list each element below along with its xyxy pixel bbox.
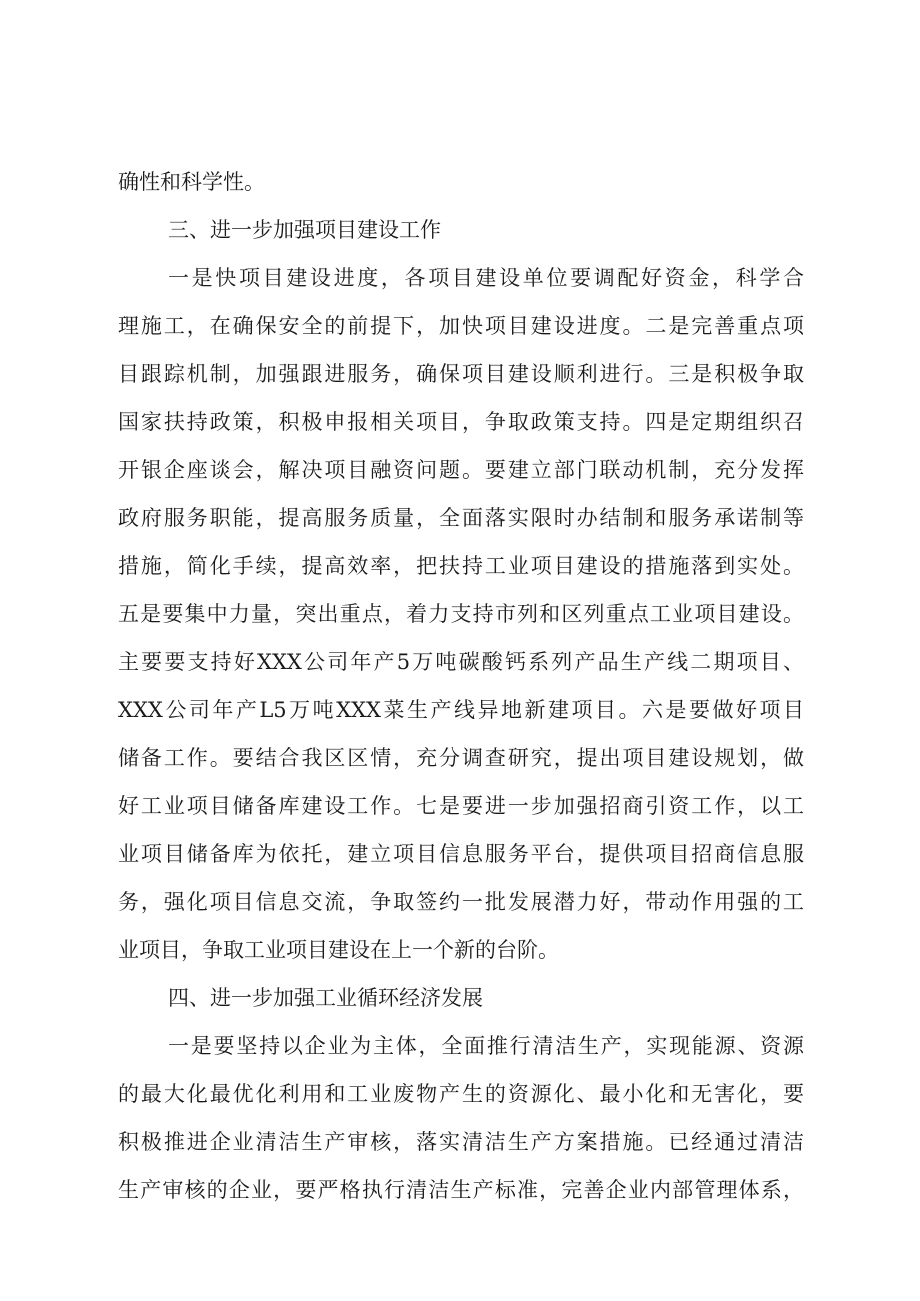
text-line: 的最大化最优化利用和工业废物产生的资源化、最小化和无害化，要 (118, 1082, 804, 1106)
text-line: XXX公司年产L5万吨XXX菜生产线异地新建项目。六是要做好项目 (118, 698, 804, 722)
text-line: 开银企座谈会，解决项目融资问题。要建立部门联动机制，充分发挥 (118, 458, 804, 482)
text-line: 五是要集中力量，突出重点，着力支持市列和区列重点工业项目建设。 (118, 602, 804, 626)
text-line: 目跟踪机制，加强跟进服务，确保项目建设顺利进行。三是积极争取 (118, 362, 804, 386)
section-heading: 三、进一步加强项目建设工作 (168, 218, 441, 242)
text-line: 积极推进企业清洁生产审核，落实清洁生产方案措施。已经通过清洁 (118, 1130, 804, 1154)
text-line: 国家扶持政策，积极申报相关项目，争取政策支持。四是定期组织召 (118, 410, 804, 434)
text-line: 生产审核的企业，要严格执行清洁生产标准，完善企业内部管理体系， (118, 1178, 804, 1202)
text-line: 一是要坚持以企业为主体，全面推行清洁生产，实现能源、资源 (168, 1034, 804, 1058)
text-line: 业项目储备库为依托，建立项目信息服务平台，提供项目招商信息服 (118, 842, 804, 866)
document-body (118, 158, 804, 1214)
text-line: 储备工作。要结合我区区情，充分调查研究，提出项目建设规划，做 (118, 746, 804, 770)
text-line: 措施，简化手续，提高效率，把扶持工业项目建设的措施落到实处。 (118, 554, 804, 578)
text-line: 确性和科学性。 (118, 170, 265, 194)
text-line: 好工业项目储备库建设工作。七是要进一步加强招商引资工作，以工 (118, 794, 804, 818)
text-line: 理施工，在确保安全的前提下，加快项目建设进度。二是完善重点项 (118, 314, 804, 338)
text-line: 业项目，争取工业项目建设在上一个新的台阶。 (118, 938, 559, 962)
text-line: 一是快项目建设进度，各项目建设单位要调配好资金，科学合 (168, 266, 804, 290)
text-line: 主要要支持好XXX公司年产5万吨碳酸钙系列产品生产线二期项目、 (118, 650, 804, 674)
text-line: 务，强化项目信息交流，争取签约一批发展潜力好，带动作用强的工 (118, 890, 804, 914)
text-line: 政府服务职能，提高服务质量，全面落实限时办结制和服务承诺制等 (118, 506, 804, 530)
section-heading: 四、进一步加强工业循环经济发展 (168, 986, 483, 1010)
